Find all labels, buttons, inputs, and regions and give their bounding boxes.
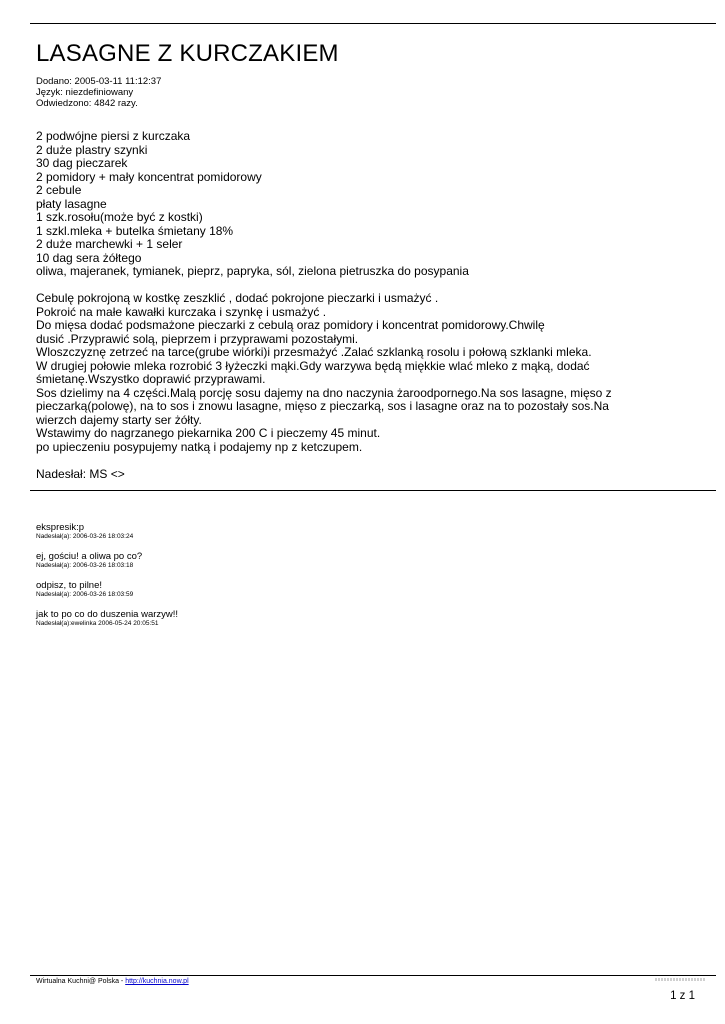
- preparation-steps: [36, 292, 686, 454]
- recipe-author: Nadesłał: MS <>: [36, 467, 125, 481]
- comment-text: jak to po co do duszenia warzyw!!: [36, 609, 179, 620]
- ingredient-item: 1 szk.rosołu(może być z kostki): [36, 210, 203, 224]
- footer-divider: [30, 975, 716, 976]
- step-line: Cebulę pokrojoną w kostkę zeszklić , dodać pokrojone pieczarki i usmażyć .: [36, 291, 439, 305]
- comment-text: ej, gościu! a oliwa po co?: [36, 551, 143, 562]
- date-added: Dodano: 2005-03-11 11:12:37: [36, 76, 162, 87]
- ingredient-item: 1 szkl.mleka + butelka śmietany 18%: [36, 223, 234, 238]
- ingredients-list: [36, 130, 469, 279]
- comment: [36, 552, 178, 570]
- comment-meta: Nadesłał(a): 2006-03-26 18:03:24: [36, 533, 134, 540]
- comment-meta: Nadesłał(a): 2006-03-26 18:03:59: [36, 591, 134, 598]
- footer-reference-mark: [655, 978, 705, 981]
- ingredient-item: 2 podwójne piersi z kurczaka: [36, 129, 191, 143]
- visit-count: Odwiedzono: 4842 razy.: [36, 98, 138, 109]
- step-line: Do mięsa dodać podsmażone pieczarki z cebulą oraz pomidory i koncentrat pomidorowy.Chwilę: [36, 318, 545, 332]
- step-line: śmietanę.Wszystko doprawić przyprawami.: [36, 372, 266, 386]
- step-line: Wstawimy do nagrzanego piekarnika 200 C i pieczemy 45 minut.: [36, 426, 381, 440]
- ingredient-item: 2 cebule: [36, 183, 82, 197]
- step-line: po upieczeniu posypujemy natką i podajemy np z ketczupem.: [36, 439, 363, 454]
- comment-meta: Nadesłał(a): 2006-03-26 18:03:18: [36, 562, 134, 569]
- ingredient-item: oliwa, majeranek, tymianek, pieprz, papryka, sól, zielona pietruszka do posypania: [36, 264, 469, 278]
- top-divider: [30, 23, 716, 24]
- recipe-meta: [36, 76, 161, 109]
- comment: [36, 610, 178, 628]
- step-line: Sos dzielimy na 4 części.Malą porcję sosu dajemy na dno naczynia żaroodpornego.Na sos lasagne, mięso z: [36, 385, 612, 400]
- step-line: Pokroić na małe kawałki kurczaka i szynkę i usmażyć .: [36, 304, 327, 319]
- step-line: pieczarką(polowę), na to sos i znowu lasagne, mięso z pieczarką, sos i lasagne oraz na to pozostały sos.Na: [36, 399, 609, 413]
- step-line: dusić .Przyprawić solą, pieprzem i przyprawami pozostałymi.: [36, 331, 359, 346]
- step-line: Wloszczyznę zetrzeć na tarce(grube wiórki)i przesmażyć .Zalać szklanką rosolu i połową szklanki mleka.: [36, 345, 592, 359]
- comments-section: [36, 523, 178, 639]
- comment: [36, 581, 178, 599]
- ingredient-item: 10 dag sera żółtego: [36, 250, 142, 265]
- section-divider: [30, 490, 716, 491]
- comment-text: ekspresik:p: [36, 522, 85, 533]
- ingredient-item: 2 pomidory + mały koncentrat pomidorowy: [36, 169, 262, 184]
- recipe-title: LASAGNE Z KURCZAKIEM: [36, 40, 339, 67]
- step-line: W drugiej połowie mleka rozrobić 3 łyżeczki mąki.Gdy warzywa będą miękkie wlać mleko z mąką, dodać: [36, 358, 590, 373]
- comment-text: odpisz, to pilne!: [36, 580, 103, 591]
- ingredient-item: 2 duże plastry szynki: [36, 142, 148, 157]
- ingredient-item: płaty lasagne: [36, 196, 107, 211]
- footer-link[interactable]: http://kuchnia.now.pl: [125, 978, 189, 985]
- page-number: 1 z 1: [670, 990, 695, 1002]
- footer: [36, 977, 189, 986]
- ingredient-item: 30 dag pieczarek: [36, 156, 128, 170]
- ingredient-item: 2 duże marchewki + 1 seler: [36, 237, 183, 251]
- step-line: wierzch dajemy starty ser żółty.: [36, 412, 202, 427]
- comment-meta: Nadesłał(a):ewelinka 2006-05-24 20:05:51: [36, 620, 159, 627]
- language: Język: niezdefiniowany: [36, 87, 134, 98]
- footer-site-name: Wirtualna Kuchni@ Polska -: [36, 978, 126, 985]
- comment: [36, 523, 178, 541]
